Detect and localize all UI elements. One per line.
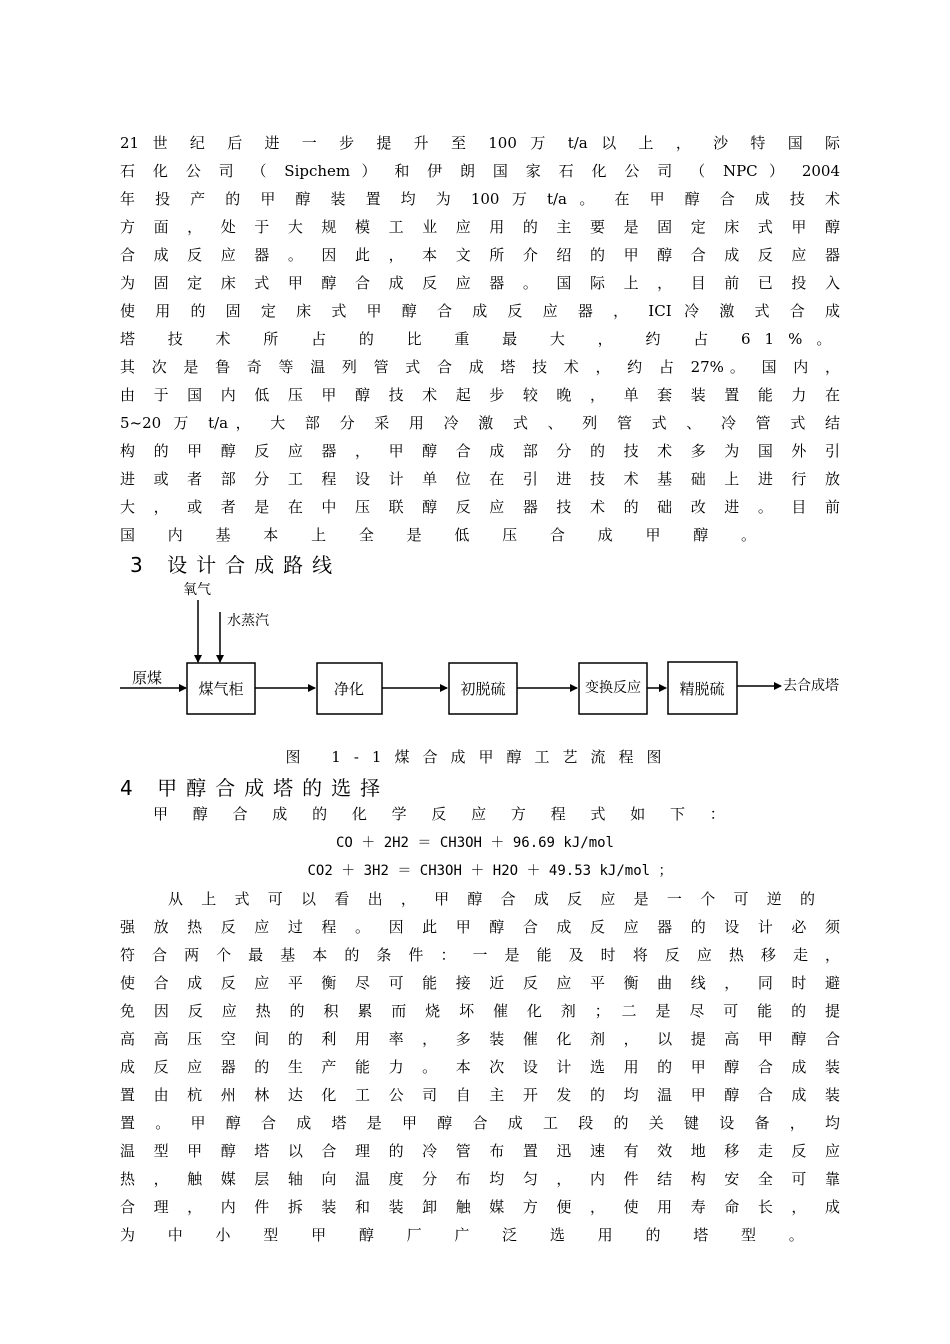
text-line: 国 内 基 本 上 全 是 低 压 合 成 甲 醇 。 xyxy=(120,526,770,544)
text-line: 方 面 ， 处 于 大 规 模 工 业 应 用 的 主 要 是 固 定 床 式 甲 醇 xyxy=(120,218,840,236)
input-label-raw-coal: 原煤 xyxy=(132,669,163,687)
text-line: 免 因 反 应 热 的 积 累 而 烧 坏 催 化 剂 ； 二 是 尽 可 能 的 提 xyxy=(120,1002,840,1020)
box-fine-desulfurization-label: 精脱硫 xyxy=(679,680,725,698)
text-line: 置 由 杭 州 林 达 化 工 公 司 自 主 开 发 的 均 温 甲 醇 合 成 装 xyxy=(120,1086,840,1104)
equation-2: CO2 ＋ 3H2 ＝ CH3OH ＋ H2O ＋ 49.53 kJ/mol ； xyxy=(307,863,673,879)
box-gas-holder-label: 煤气柜 xyxy=(198,680,244,698)
text-line: 置 。 甲 醇 合 成 塔 是 甲 醇 合 成 工 段 的 关 键 设 备 ， 均 xyxy=(120,1114,840,1132)
figure-caption: 图 1-1煤合成甲醇工艺流程图 xyxy=(285,748,675,766)
text-line: 从 上 式 可 以 看 出 ， 甲 醇 合 成 反 应 是 一 个 可 逆 的 xyxy=(168,890,815,908)
equations-intro: 甲 醇 合 成 的 化 学 反 应 方 程 式 如 下 ： xyxy=(153,805,735,823)
process-flow-diagram xyxy=(110,575,850,735)
box-shift-reaction-label: 变换反应 xyxy=(585,680,641,696)
text-line: 大 ， 或 者 是 在 中 压 联 醇 反 应 器 技 术 的 础 改 进 。 目 前 xyxy=(120,498,840,516)
section-heading-4: 4 甲醇合成塔的选择 xyxy=(120,776,390,800)
text-line: 符 合 两 个 最 基 本 的 条 件 ： 一 是 能 及 时 将 反 应 热 移 走 ， xyxy=(120,946,840,964)
text-line: 进 或 者 部 分 工 程 设 计 单 位 在 引 进 技 术 基 础 上 进 行 放 xyxy=(120,470,840,488)
input-label-steam: 水蒸汽 xyxy=(227,613,269,629)
text-line: 成 反 应 器 的 生 产 能 力 。 本 次 设 计 选 用 的 甲 醇 合 成 装 xyxy=(120,1058,840,1076)
box-primary-desulfurization-label: 初脱硫 xyxy=(460,680,506,698)
text-line: 构 的 甲 醇 反 应 器 ， 甲 醇 合 成 部 分 的 技 术 多 为 国 外 引 xyxy=(120,442,840,460)
text-line: 热 ， 触 媒 层 轴 向 温 度 分 布 均 匀 ， 内 件 结 构 安 全 可 靠 xyxy=(120,1170,840,1188)
text-line: 为 中 小 型 甲 醇 厂 广 泛 选 用 的 塔 型 。 xyxy=(120,1226,818,1244)
text-line: 强 放 热 反 应 过 程 。 因 此 甲 醇 合 成 反 应 器 的 设 计 必 须 xyxy=(120,918,840,936)
output-label: 去合成塔 xyxy=(783,678,839,694)
input-label-oxygen: 氧气 xyxy=(183,582,211,598)
box-purification-label: 净化 xyxy=(333,680,365,698)
text-line: 温 型 甲 醇 塔 以 合 理 的 冷 管 布 置 迅 速 有 效 地 移 走 反 应 xyxy=(120,1142,840,1160)
text-line: 由 于 国 内 低 压 甲 醇 技 术 起 步 较 晚 ， 单 套 装 置 能 力 在 xyxy=(120,386,840,404)
text-line: 5~20 万 t/a， 大 部 分 采 用 冷 激 式 、 列 管 式 、 冷 管 式 结 xyxy=(120,414,840,432)
section-heading-3: 3 设计合成路线 xyxy=(130,553,342,577)
text-line: 其 次 是 鲁 奇 等 温 列 管 式 合 成 塔 技 术 ， 约 占 27%。 国 内 ， xyxy=(120,358,840,376)
text-line: 合 理 ， 内 件 拆 装 和 装 卸 触 媒 方 便 ， 使 用 寿 命 长 ， 成 xyxy=(120,1198,840,1216)
text-line: 使 合 成 反 应 平 衡 尽 可 能 接 近 反 应 平 衡 曲 线 ， 同 时 避 xyxy=(120,974,840,992)
text-line: 年 投 产 的 甲 醇 装 置 均 为 100 万 t/a 。 在 甲 醇 合 成 技 术 xyxy=(120,190,840,208)
text-line: 合 成 反 应 器 。 因 此 ， 本 文 所 介 绍 的 甲 醇 合 成 反 应 器 xyxy=(120,246,840,264)
text-line: 使 用 的 固 定 床 式 甲 醇 合 成 反 应 器 ， ICI 冷 激 式 合 成 xyxy=(120,302,840,320)
text-line: 为 固 定 床 式 甲 醇 合 成 反 应 器 。 国 际 上 ， 目 前 已 投 入 xyxy=(120,274,840,292)
text-line: 高 高 压 空 间 的 利 用 率 ， 多 装 催 化 剂 ， 以 提 高 甲 醇 合 xyxy=(120,1030,840,1048)
text-line: 塔 技 术 所 占 的 比 重 最 大 ， 约 占 61%。 xyxy=(120,330,846,348)
text-line: 21 世 纪 后 进 一 步 提 升 至 100 万 t/a 以 上 ， 沙 特 国 际 xyxy=(120,134,840,152)
equation-1: CO ＋ 2H2 ＝ CH3OH ＋ 96.69 kJ/mol xyxy=(335,835,614,851)
text-line: 石 化 公 司 （ Sipchem ） 和 伊 朗 国 家 石 化 公 司 （ NPC ） 2004 xyxy=(120,162,840,180)
